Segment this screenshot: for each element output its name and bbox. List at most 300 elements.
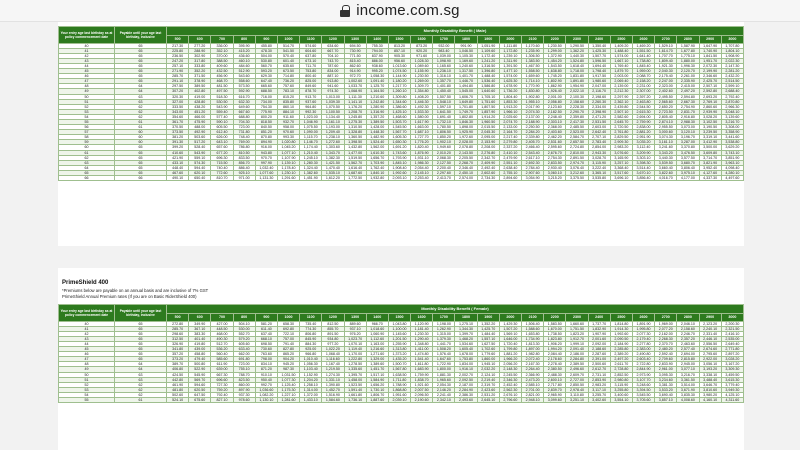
premium-cell: 2,307.00 xyxy=(632,89,654,94)
premium-cell: 1,362.20 xyxy=(566,48,588,53)
premium-cell: 1,382.60 xyxy=(300,170,322,175)
premium-cell: 581.20 xyxy=(255,321,277,326)
premium-cell: 639.00 xyxy=(211,367,233,372)
premium-cell: 2,056.80 xyxy=(544,99,566,104)
premium-cell: 3,255.80 xyxy=(610,387,632,392)
entry-age-cell: 40 xyxy=(59,43,115,48)
premium-cell: 633.40 xyxy=(233,347,255,352)
premium-cell: 1,840.10 xyxy=(366,170,388,175)
premium-cell: 1,278.50 xyxy=(344,362,366,367)
premium-cell: 3,949.30 xyxy=(721,387,743,392)
premium-cell: 3,615.30 xyxy=(721,377,743,382)
premium-cell: 1,036.60 xyxy=(255,387,277,392)
premium-cell: 2,951.90 xyxy=(632,135,654,140)
premium-cell: 1,309.80 xyxy=(388,94,410,99)
premium-cell: 367.10 xyxy=(189,326,211,331)
premium-cell: 2,178.60 xyxy=(544,357,566,362)
payable-until-cell: 65 xyxy=(115,150,167,155)
premium-cell: 1,091.40 xyxy=(366,79,388,84)
premium-cell: 2,452.40 xyxy=(499,382,521,387)
payable-until-cell: 64 xyxy=(115,84,167,89)
premium-cell: 2,582.60 xyxy=(610,114,632,119)
payable-until-cell: 65 xyxy=(115,53,167,58)
premium-cell: 1,656.20 xyxy=(366,382,388,387)
premium-cell: 2,694.00 xyxy=(632,114,654,119)
premium-cell: 757.00 xyxy=(277,336,299,341)
premium-cell: 458.80 xyxy=(189,352,211,357)
premium-cell: 1,115.70 xyxy=(300,135,322,140)
premium-cell: 1,448.30 xyxy=(366,130,388,135)
premium-cell: 1,467.50 xyxy=(522,63,544,68)
benefit-amount-header: 2000 xyxy=(499,35,521,43)
premium-cell: 1,656.70 xyxy=(366,155,388,160)
premium-cell: 1,800.00 xyxy=(433,367,455,372)
premium-cell: 558.60 xyxy=(233,79,255,84)
premium-cell: 727.30 xyxy=(211,382,233,387)
premium-cell: 456.90 xyxy=(211,74,233,79)
premium-cell: 932.70 xyxy=(277,120,299,125)
premium-cell: 2,425.70 xyxy=(699,79,721,84)
premium-cell: 632.30 xyxy=(233,99,255,104)
premium-cell: 3,488.40 xyxy=(699,377,721,382)
benefit-amount-header: 2300 xyxy=(566,313,588,321)
premium-cell: 503.60 xyxy=(189,135,211,140)
entry-age-cell: 57 xyxy=(59,130,115,135)
premium-cell: 1,130.10 xyxy=(255,398,277,403)
premium-cell: 2,127.50 xyxy=(433,160,455,165)
premium-cell: 2,565.60 xyxy=(655,99,677,104)
premium-cell: 1,164.50 xyxy=(366,89,388,94)
premium-cell: 1,846.30 xyxy=(455,120,477,125)
premium-cell: 1,557.10 xyxy=(477,336,499,341)
premium-cell: 560.40 xyxy=(211,352,233,357)
premium-cell: 2,833.50 xyxy=(544,160,566,165)
premium-cell: 3,375.50 xyxy=(566,176,588,181)
premium-cell: 818.50 xyxy=(255,120,277,125)
entry-age-cell: 49 xyxy=(59,89,115,94)
premium-cell: 1,350.40 xyxy=(588,43,610,48)
benefit-amount-header: 2800 xyxy=(677,313,699,321)
payable-until-cell: 60 xyxy=(115,135,167,140)
premium-cell: 1,271.60 xyxy=(366,352,388,357)
benefit-amount-header: 800 xyxy=(233,35,255,43)
premium-cell: 1,068.40 xyxy=(322,352,344,357)
premium-cell: 1,701.80 xyxy=(455,104,477,109)
premium-cell: 2,709.60 xyxy=(655,357,677,362)
premium-cell: 590.10 xyxy=(211,120,233,125)
premium-cell: 1,683.90 xyxy=(411,367,433,372)
premium-cell: 1,969.00 xyxy=(655,321,677,326)
premium-cell: 730.60 xyxy=(255,347,277,352)
premium-cell: 605.50 xyxy=(211,125,233,130)
premium-cell: 688.80 xyxy=(233,114,255,119)
payable-until-cell: 65 xyxy=(115,79,167,84)
premium-cell: 2,850.50 xyxy=(566,382,588,387)
premium-cell: 461.90 xyxy=(167,382,189,387)
premium-cell: 2,693.20 xyxy=(699,94,721,99)
premium-cell: 2,277.80 xyxy=(632,341,654,346)
premium-cell: 1,075.50 xyxy=(300,125,322,130)
entry-age-cell: 48 xyxy=(59,362,115,367)
premium-cell: 2,761.80 xyxy=(610,130,632,135)
premium-cell: 913.70 xyxy=(300,94,322,99)
premium-cell: 448.50 xyxy=(211,326,233,331)
premium-cell: 2,284.90 xyxy=(455,387,477,392)
premium-cell: 518.30 xyxy=(211,94,233,99)
premium-cell: 3,239.50 xyxy=(699,130,721,135)
premium-cell: 3,646.70 xyxy=(699,382,721,387)
premium-cell: 3,095.30 xyxy=(655,372,677,377)
premium-cell: 2,405.70 xyxy=(522,140,544,145)
premium-cell: 1,169.60 xyxy=(455,58,477,63)
premium-cell: 1,383.50 xyxy=(522,58,544,63)
payable-until-cell: 62 xyxy=(115,387,167,392)
premium-cell: 439.00 xyxy=(189,347,211,352)
entry-age-cell: 46 xyxy=(59,74,115,79)
premium-cell: 1,516.90 xyxy=(322,392,344,397)
premium-cell: 1,344.30 xyxy=(455,326,477,331)
premium-cell: 3,193.20 xyxy=(699,367,721,372)
premium-cell: 1,775.10 xyxy=(677,53,699,58)
rate-note: PrimeShield Annual Premium rates (If you are on Basic RiderShield 400) xyxy=(62,294,197,299)
premium-cell: 559.10 xyxy=(189,155,211,160)
premium-cell: 514.70 xyxy=(277,43,299,48)
premium-cell: 2,123.60 xyxy=(544,104,566,109)
premium-cell: 845.90 xyxy=(300,336,322,341)
premium-cell: 1,879.70 xyxy=(610,69,632,74)
premium-cell: 1,545.50 xyxy=(388,125,410,130)
benefit-amount-header: 600 xyxy=(189,313,211,321)
premium-cell: 2,040.30 xyxy=(655,69,677,74)
premium-cell: 1,446.70 xyxy=(455,79,477,84)
premium-cell: 943.80 xyxy=(255,150,277,155)
premium-cell: 2,600.10 xyxy=(544,377,566,382)
premium-cell: 2,187.00 xyxy=(455,382,477,387)
premium-cell: 635.60 xyxy=(277,63,299,68)
payable-until-cell: 65 xyxy=(115,74,167,79)
premium-cell: 4,311.60 xyxy=(721,398,743,403)
premium-cell: 1,425.10 xyxy=(388,109,410,114)
entry-age-cell: 50 xyxy=(59,372,115,377)
premium-cell: 1,994.20 xyxy=(544,347,566,352)
premium-cell: 2,674.60 xyxy=(699,347,721,352)
premium-cell: 1,429.30 xyxy=(499,321,521,326)
premium-cell: 2,796.60 xyxy=(499,398,521,403)
premium-cell: 1,678.90 xyxy=(499,84,521,89)
benefit-amount-header: 1900 xyxy=(477,35,499,43)
premium-cell: 1,227.10 xyxy=(277,392,299,397)
premium-cell: 1,714.10 xyxy=(522,79,544,84)
premium-cell: 938.60 xyxy=(366,63,388,68)
premium-cell: 1,344.60 xyxy=(388,99,410,104)
premium-cell: 4,127.60 xyxy=(699,170,721,175)
premium-cell: 3,074.30 xyxy=(655,135,677,140)
premium-cell: 302.90 xyxy=(189,53,211,58)
premium-cell: 1,691.40 xyxy=(433,114,455,119)
premium-cell: 502.60 xyxy=(167,392,189,397)
premium-cell: 667.30 xyxy=(211,372,233,377)
premium-cell: 950.40 xyxy=(255,377,277,382)
premium-cell: 1,536.40 xyxy=(477,79,499,84)
premium-cell: 1,591.40 xyxy=(344,387,366,392)
premium-cell: 1,354.80 xyxy=(411,89,433,94)
premium-cell: 1,144.90 xyxy=(388,74,410,79)
premium-cell: 759.20 xyxy=(211,387,233,392)
premium-cell: 3,441.60 xyxy=(721,135,743,140)
entry-age-cell: 52 xyxy=(59,382,115,387)
premium-cell: 1,660.60 xyxy=(566,321,588,326)
premium-cell: 1,477.00 xyxy=(344,150,366,155)
premium-cell: 2,754.30 xyxy=(544,155,566,160)
premium-cell: 1,799.80 xyxy=(499,347,521,352)
premium-cell: 612.40 xyxy=(211,130,233,135)
premium-cell: 2,650.20 xyxy=(655,104,677,109)
premium-cell: 971.60 xyxy=(411,53,433,58)
premium-cell: 1,023.70 xyxy=(344,336,366,341)
premium-cell: 2,783.40 xyxy=(588,140,610,145)
male-premium-table xyxy=(58,26,744,181)
premium-cell: 1,820.40 xyxy=(411,145,433,150)
premium-cell: 285.70 xyxy=(167,74,189,79)
premium-cell: 1,597.10 xyxy=(433,104,455,109)
product-title: PrimeShield 400 xyxy=(62,280,109,286)
premium-cell: 1,862.90 xyxy=(544,84,566,89)
premium-cell: 1,813.30 xyxy=(522,341,544,346)
premium-cell: 1,441.70 xyxy=(433,341,455,346)
premium-cell: 2,844.90 xyxy=(632,367,654,372)
payable-until-cell: 60 xyxy=(115,130,167,135)
benefit-amount-header: 1900 xyxy=(477,313,499,321)
premium-cell: 594.60 xyxy=(189,382,211,387)
premium-cell: 2,471.20 xyxy=(588,114,610,119)
premium-cell: 2,795.60 xyxy=(699,352,721,357)
premium-cell: 1,360.50 xyxy=(344,135,366,140)
premium-cell: 1,046.90 xyxy=(300,120,322,125)
premium-cell: 1,612.20 xyxy=(322,176,344,181)
premium-cell: 2,248.40 xyxy=(544,114,566,119)
table-title: Monthly Disability Benefit ( Female) xyxy=(167,305,744,314)
premium-cell: 2,342.10 xyxy=(433,398,455,403)
premium-cell: 1,583.50 xyxy=(544,321,566,326)
premium-cell: 993.30 xyxy=(277,135,299,140)
premium-cell: 2,090.50 xyxy=(610,336,632,341)
premium-cell: 1,272.60 xyxy=(322,140,344,145)
payable-until-cell: 65 xyxy=(115,69,167,74)
premium-cell: 2,278.40 xyxy=(544,362,566,367)
premium-cell: 2,728.80 xyxy=(610,367,632,372)
premium-cell: 810.70 xyxy=(211,176,233,181)
premium-cell: 1,916.10 xyxy=(455,367,477,372)
premium-cell: 2,894.60 xyxy=(499,176,521,181)
premium-cell: 2,493.60 xyxy=(455,398,477,403)
premium-cell: 2,015.50 xyxy=(477,125,499,130)
premium-cell: 1,470.40 xyxy=(322,165,344,170)
premium-cell: 649.60 xyxy=(233,104,255,109)
premium-cell: 2,649.40 xyxy=(721,341,743,346)
premium-cell: 2,002.70 xyxy=(455,372,477,377)
premium-cell: 2,916.80 xyxy=(677,114,699,119)
premium-cell: 2,577.40 xyxy=(677,347,699,352)
premium-cell: 1,788.90 xyxy=(388,382,410,387)
premium-cell: 1,562.70 xyxy=(344,160,366,165)
premium-cell: 2,891.50 xyxy=(566,155,588,160)
premium-cell: 1,931.10 xyxy=(411,155,433,160)
premium-cell: 1,421.50 xyxy=(322,160,344,165)
premium-cell: 2,466.40 xyxy=(522,145,544,150)
premium-cell: 1,897.00 xyxy=(522,347,544,352)
premium-cell: 966.70 xyxy=(366,321,388,326)
benefit-amount-header: 1000 xyxy=(277,313,299,321)
premium-cell: 2,245.50 xyxy=(499,372,521,377)
premium-cell: 1,082.20 xyxy=(255,392,277,397)
premium-cell: 1,802.80 xyxy=(455,114,477,119)
premium-cell: 1,139.10 xyxy=(277,160,299,165)
premium-cell: 716.00 xyxy=(255,94,277,99)
premium-cell: 3,248.60 xyxy=(632,382,654,387)
premium-cell: 1,524.80 xyxy=(566,58,588,63)
premium-cell: 1,917.50 xyxy=(588,74,610,79)
premium-cell: 2,599.10 xyxy=(721,84,743,89)
entry-age-cell: 55 xyxy=(59,398,115,403)
premium-cell: 937.60 xyxy=(300,99,322,104)
premium-cell: 1,451.70 xyxy=(366,367,388,372)
premium-cell: 3,370.80 xyxy=(677,145,699,150)
entry-age-cell: 49 xyxy=(59,367,115,372)
premium-cell: 433.10 xyxy=(167,160,189,165)
premium-cell: 916.00 xyxy=(255,145,277,150)
premium-cell: 415.20 xyxy=(233,48,255,53)
lock-icon xyxy=(340,5,350,17)
premium-cell: 2,497.20 xyxy=(677,89,699,94)
premium-cell: 1,060.90 xyxy=(366,331,388,336)
premium-cell: 236.50 xyxy=(167,53,189,58)
premium-cell: 1,678.00 xyxy=(455,352,477,357)
premium-cell: 1,860.00 xyxy=(477,357,499,362)
benefit-amount-header: 500 xyxy=(167,313,189,321)
premium-cell: 2,334.00 xyxy=(588,104,610,109)
premium-cell: 3,287.00 xyxy=(677,140,699,145)
premium-cell: 320.30 xyxy=(167,94,189,99)
premium-cell: 3,629.20 xyxy=(721,145,743,150)
premium-cell: 1,262.90 xyxy=(433,326,455,331)
premium-cell: 1,611.80 xyxy=(411,362,433,367)
premium-cell: 3,402.60 xyxy=(588,398,610,403)
premium-cell: 4,497.60 xyxy=(721,176,743,181)
premium-cell: 1,411.00 xyxy=(411,347,433,352)
premium-cell: 2,072.30 xyxy=(699,63,721,68)
premium-cell: 1,176.20 xyxy=(344,104,366,109)
premium-cell: 1,647.60 xyxy=(433,357,455,362)
premium-cell: 1,452.70 xyxy=(322,387,344,392)
premium-cell: 4,337.30 xyxy=(699,176,721,181)
premium-cell: 478.30 xyxy=(255,48,277,53)
premium-cell: 1,902.10 xyxy=(433,140,455,145)
premium-cell: 1,352.20 xyxy=(477,321,499,326)
premium-cell: 497.50 xyxy=(211,89,233,94)
premium-cell: 336.00 xyxy=(211,43,233,48)
premium-cell: 2,860.60 xyxy=(699,104,721,109)
entry-age-cell: 64 xyxy=(59,165,115,170)
premium-cell: 1,587.90 xyxy=(677,43,699,48)
premium-cell: 1,638.50 xyxy=(388,372,410,377)
premium-cell: 1,210.40 xyxy=(300,150,322,155)
premium-cell: 1,830.80 xyxy=(522,89,544,94)
premium-cell: 3,028.70 xyxy=(588,155,610,160)
premium-cell: 1,141.10 xyxy=(344,99,366,104)
premium-cell: 2,966.30 xyxy=(721,104,743,109)
premium-cell: 2,531.50 xyxy=(588,120,610,125)
premium-cell: 1,023.00 xyxy=(300,114,322,119)
premium-cell: 667.60 xyxy=(233,109,255,114)
premium-cell: 997.90 xyxy=(255,160,277,165)
premium-cell: 217.30 xyxy=(167,43,189,48)
premium-cell: 2,297.60 xyxy=(433,170,455,175)
premium-cell: 1,727.70 xyxy=(411,135,433,140)
premium-cell: 4,177.00 xyxy=(677,176,699,181)
premium-cell: 1,348.80 xyxy=(411,341,433,346)
premium-cell: 1,838.70 xyxy=(411,377,433,382)
payable-until-cell: 60 xyxy=(115,140,167,145)
benefit-amount-header: 700 xyxy=(211,313,233,321)
premium-cell: 1,428.00 xyxy=(366,125,388,130)
premium-cell: 2,611.70 xyxy=(610,362,632,367)
premium-cell: 2,084.40 xyxy=(544,352,566,357)
premium-cell: 2,955.50 xyxy=(655,125,677,130)
premium-cell: 1,310.50 xyxy=(344,125,366,130)
premium-cell: 1,433.10 xyxy=(300,398,322,403)
premium-cell: 3,459.50 xyxy=(721,372,743,377)
premium-cell: 1,881.30 xyxy=(433,372,455,377)
premium-cell: 1,772.50 xyxy=(344,176,366,181)
premium-cell: 1,167.40 xyxy=(322,362,344,367)
premium-cell: 500.80 xyxy=(189,362,211,367)
premium-cell: 2,120.70 xyxy=(677,69,699,74)
premium-cell: 2,584.70 xyxy=(566,135,588,140)
premium-cell: 530.50 xyxy=(211,99,233,104)
premium-cell: 2,727.00 xyxy=(566,377,588,382)
premium-cell: 1,494.80 xyxy=(455,84,477,89)
premium-cell: 2,368.00 xyxy=(544,125,566,130)
premium-cell: 3,779.40 xyxy=(721,382,743,387)
premium-cell: 2,922.00 xyxy=(699,357,721,362)
premium-cell: 1,208.70 xyxy=(344,109,366,114)
premium-cell: 1,638.80 xyxy=(544,69,566,74)
premium-cell: 815.40 xyxy=(344,58,366,63)
premium-cell: 3,671.90 xyxy=(677,387,699,392)
premium-cell: 4,125.10 xyxy=(721,392,743,397)
premium-cell: 886.00 xyxy=(366,58,388,63)
premium-cell: 1,891.90 xyxy=(632,321,654,326)
premium-cell: 2,831.70 xyxy=(677,109,699,114)
premium-cell: 2,198.60 xyxy=(588,94,610,99)
premium-cell: 722.10 xyxy=(277,331,299,336)
premium-cell: 692.80 xyxy=(277,326,299,331)
payable-until-cell: 63 xyxy=(115,99,167,104)
premium-cell: 333.50 xyxy=(167,104,189,109)
female-table-body xyxy=(59,321,744,403)
premium-cell: 2,162.00 xyxy=(655,331,677,336)
premium-cell: 3,257.10 xyxy=(610,160,632,165)
premium-cell: 1,703.90 xyxy=(366,160,388,165)
premium-cell: 735.40 xyxy=(300,321,322,326)
premium-cell: 1,831.80 xyxy=(566,74,588,79)
premium-cell: 643.10 xyxy=(211,140,233,145)
premium-cell: 2,290.70 xyxy=(566,109,588,114)
premium-cell: 1,891.80 xyxy=(566,79,588,84)
address-bar[interactable] xyxy=(0,0,800,22)
premium-cell: 2,028.00 xyxy=(455,140,477,145)
premium-cell: 2,039.10 xyxy=(388,398,410,403)
